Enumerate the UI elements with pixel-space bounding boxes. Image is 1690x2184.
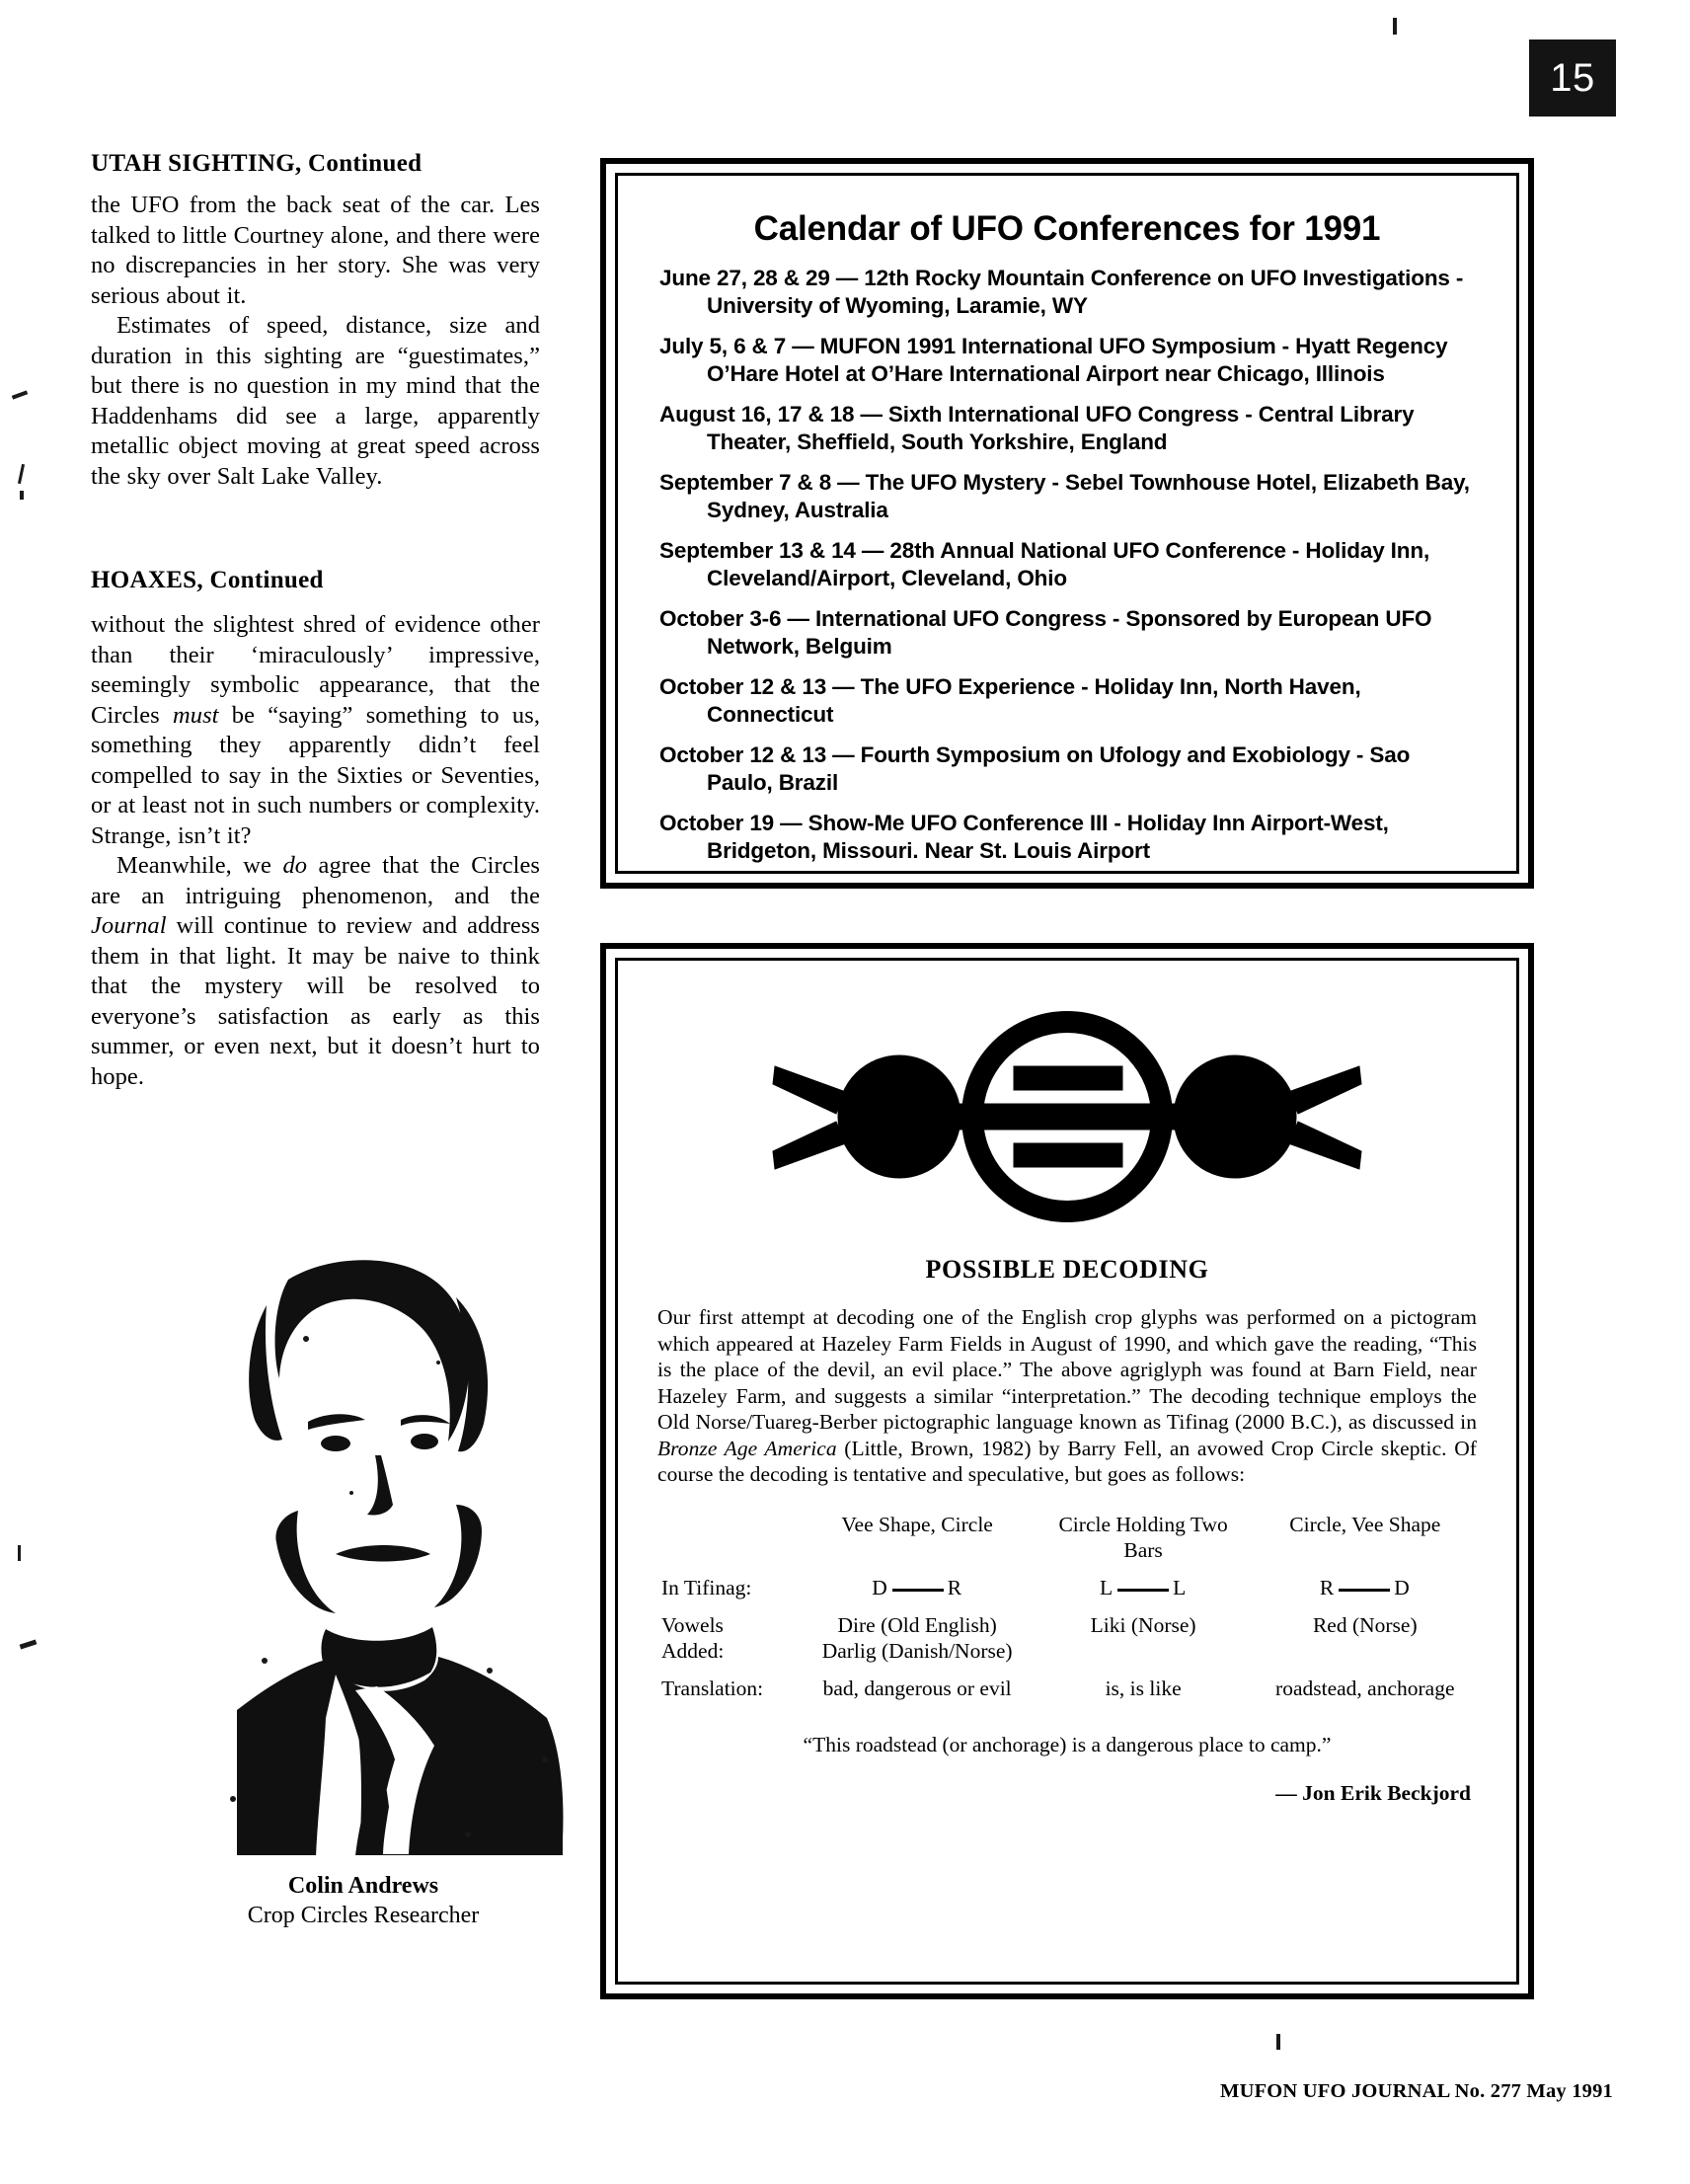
vowels-cell-3 [1254,1606,1477,1670]
table-row-tifinag [657,1569,1477,1606]
portrait-role: Crop Circles Researcher [247,1903,480,1928]
scan-speck [1276,2034,1280,2050]
row-label-translation: Translation: [661,1676,764,1700]
page-footer: MUFON UFO JOURNAL No. 277 May 1991 [1220,2080,1613,2102]
tifinag-letter-right: L [1173,1575,1188,1599]
translation-cell-2: is, is like [1105,1676,1182,1700]
tifinag-cell-3 [1254,1569,1477,1606]
hoaxes-p1-part-a: without the slightest shred of evidence other than their ‘miraculously’ impressive, seemingly symbolic appearance, that the Circles [91,611,540,729]
hoaxes-p2-part-a: Meanwhile, we [116,852,283,879]
hoaxes-p2-emphasis-journal: Journal [91,912,167,939]
decoding-table [657,1506,1477,1707]
tifinag-cell-2 [1034,1569,1254,1606]
agriglyph-figure [657,984,1477,1249]
calendar-entry: August 16, 17 & 18 — Sixth International UFO Congress - Central Library Theater, Sheffield, South Yorkshire, England [659,402,1415,454]
row-label-tifinag: In Tifinag: [661,1575,752,1599]
calendar-entry: October 12 & 13 — The UFO Experience - Holiday Inn, North Haven, Connecticut [659,674,1361,727]
hoaxes-p2-emphasis-do: do [282,852,308,879]
portrait-name: Colin Andrews [287,1873,439,1899]
vowels-cell-2-line1: Liki (Norse) [1090,1612,1196,1637]
hoaxes-p2-part-c: will continue to review and address them in that light. It may be naive to think that the mystery will be resolved to everyone’s satisfaction as early as this summer, or even next, but it doesn’t hurt to hope. [91,912,540,1090]
header-column-3: Circle, Vee Shape [1289,1512,1441,1536]
tifinag-rule [1339,1589,1390,1592]
possible-decoding-box [600,943,1534,1999]
vowels-label-line2: Added: [661,1638,725,1663]
decoding-book-title: Bronze Age America [657,1436,837,1460]
calendar-entry: September 13 & 14 — 28th Annual National UFO Conference - Holiday Inn, Cleveland/Airport, Cleveland, Ohio [659,538,1430,590]
scan-speck [18,464,25,484]
vowels-cell-2 [1034,1606,1254,1670]
tifinag-rule [1117,1589,1169,1592]
scan-speck [1393,18,1397,35]
decoding-paragraph [657,1304,1477,1488]
hoaxes-paragraph-1 [91,610,540,851]
hoaxes-p2-part-b: agree that the Circles are an intriguing phenomenon, and the [91,852,540,909]
decoding-closing-line: “This roadstead (or anchorage) is a dangerous place to camp.” [803,1732,1332,1756]
translation-cell-1: bad, dangerous or evil [822,1676,1012,1700]
scan-speck [18,1545,21,1561]
hoaxes-paragraph-2 [91,851,540,1092]
vowels-cell-1 [802,1606,1034,1670]
calendar-box [600,158,1534,889]
tifinag-rule [892,1589,944,1592]
calendar-entry: June 27, 28 & 29 — 12th Rocky Mountain Conference on UFO Investigations - University of Wyoming, Laramie, WY [659,266,1464,318]
scan-speck [12,390,28,399]
tifinag-letter-right: D [1394,1575,1411,1599]
tifinag-letter-left: D [872,1575,888,1599]
decoding-byline: — Jon Erik Beckjord [1275,1780,1471,1805]
decoding-part-b: (Little, Brown, 1982) by Barry Fell, an avowed Crop Circle skeptic. Of course the decoding is tentative and speculative, but goes as follows: [657,1436,1477,1486]
calendar-entry: July 5, 6 & 7 — MUFON 1991 International UFO Symposium - Hyatt Regency O’Hare Hotel at O’Hare International Airport near Chicago, Illinois [659,334,1448,386]
tifinag-letter-right: R [947,1575,963,1599]
tifinag-letter-left: R [1319,1575,1336,1599]
portrait-caption [141,1871,585,1930]
decoding-title: POSSIBLE DECODING [925,1255,1209,1284]
calendar-entry: October 12 & 13 — Fourth Symposium on Ufology and Exobiology - Sao Paulo, Brazil [659,742,1411,795]
hoaxes-heading: HOAXES, Continued [91,567,324,593]
row-label-vowels-added [657,1606,802,1670]
vowels-cell-3-line1: Red (Norse) [1312,1612,1418,1637]
agriglyph-icon [751,993,1383,1240]
table-row-vowels [657,1606,1477,1670]
header-blank [657,1506,802,1569]
tifinag-letter-left: L [1099,1575,1114,1599]
calendar-entry: September 7 & 8 — The UFO Mystery - Sebel Townhouse Hotel, Elizabeth Bay, Sydney, Australia [659,470,1470,522]
header-column-2: Circle Holding Two Bars [1058,1512,1228,1562]
vowels-cell-1-line2: Darlig (Danish/Norse) [821,1638,1013,1663]
page-number: 15 [1529,39,1616,117]
portrait-figure [141,1245,585,1930]
portrait-photo [141,1245,587,1857]
hoaxes-p1-part-b: be “saying” something to us, something they apparently didn’t feel compelled to say in the Sixties or Seventies, or at least not in such numbers or complexity. Strange, isn’t it? [91,701,540,849]
utah-sighting-heading: UTAH SIGHTING, Continued [91,150,422,177]
utah-paragraph-2: Estimates of speed, distance, size and duration in this sighting are “guestimates,” but there is no question in my mind that the Haddenhams did see a large, apparently metallic object moving at great speed across the sky over Salt Lake Valley. [91,312,540,490]
utah-paragraph-1: the UFO from the back seat of the car. Les talked to little Courtney alone, and there were no discrepancies in her story. She was very serious about it. [91,192,540,309]
hoaxes-p1-emphasis: must [173,701,219,729]
left-text-column [91,150,540,1092]
calendar-entry: October 3-6 — International UFO Congress - Sponsored by European UFO Network, Belguim [659,606,1432,659]
calendar-box-inner [615,173,1519,874]
calendar-entry: October 19 — Show-Me UFO Conference III - Holiday Inn Airport-West, Bridgeton, Missouri. Near St. Louis Airport [659,811,1389,863]
decoding-box-inner [615,958,1519,1985]
vowels-cell-1-line1: Dire (Old English) [837,1612,997,1637]
vowels-label-line1: Vowels [661,1612,724,1637]
scan-speck [20,1639,38,1649]
calendar-title: Calendar of UFO Conferences for 1991 [753,209,1381,248]
decoding-part-a: Our first attempt at decoding one of the English crop glyphs was performed on a pictogram which appeared at Hazeley Farm Fields in August of 1990, and which gave the reading, “This is the place of the devil, an evil place.” The above agriglyph was found at Barn Field, near Hazeley Farm, and suggests a similar “interpretation.” The decoding technique employs the Old Norse/Tuareg-Berber pictographic language known as Tifinag (2000 B.C.), as discussed in [657,1305,1477,1434]
table-row-translation [657,1670,1477,1707]
translation-cell-3: roadstead, anchorage [1275,1676,1455,1700]
table-row-headers [657,1506,1477,1569]
tifinag-cell-1 [802,1569,1034,1606]
scan-speck [20,491,24,500]
header-column-1: Vee Shape, Circle [841,1512,993,1536]
